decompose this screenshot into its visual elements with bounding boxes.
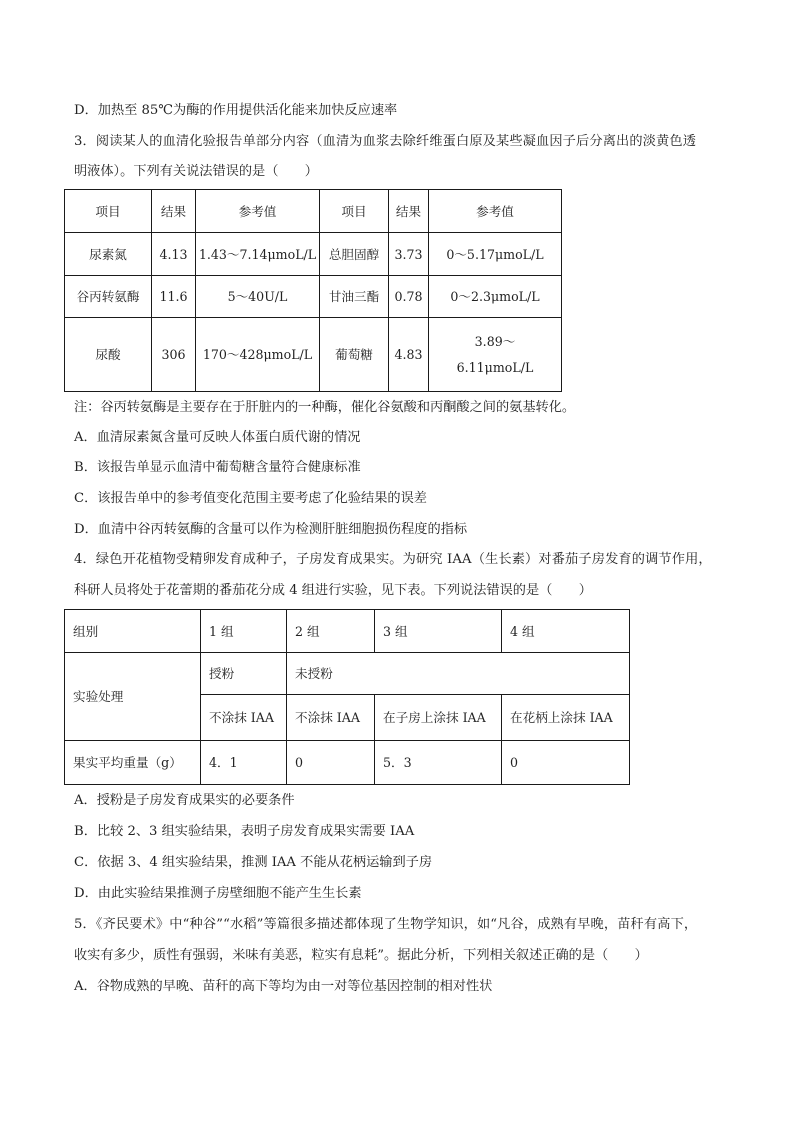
treatment-cell: 在子房上涂抹 IAA — [375, 695, 502, 741]
group-cell: 1 组 — [201, 610, 287, 653]
table-cell: 尿素氮 — [65, 233, 152, 276]
table-cell: 0～2.3μmoL/L — [429, 276, 562, 318]
q4-stem-line-1: 4．绿色开花植物受精卵发育成种子，子房发育成果实。为研究 IAA（生长素）对番茄子房发育的调节作用， — [74, 552, 712, 567]
table-header-row — [65, 190, 562, 233]
table-cell: 葡萄糖 — [320, 318, 389, 392]
table-cell: 11.6 — [152, 276, 196, 318]
weight-label-cell: 果实平均重量（g） — [65, 741, 201, 785]
iaa-experiment-table — [64, 609, 630, 785]
table-cell: 5～40U/L — [196, 276, 320, 318]
q4-option-a: A．授粉是子房发育成果实的必要条件 — [74, 793, 295, 808]
q4-option-d: D．由此实验结果推测子房壁细胞不能产生生长素 — [74, 886, 362, 901]
table-cell: 306 — [152, 318, 196, 392]
table-cell: 尿酸 — [65, 318, 152, 392]
table-cell: 谷丙转氨酶 — [65, 276, 152, 318]
header-cell: 结果 — [152, 190, 196, 233]
table-cell: 0～5.17μmoL/L — [429, 233, 562, 276]
table-cell: 1.43～7.14μmoL/L — [196, 233, 320, 276]
treatment-cell: 不涂抹 IAA — [201, 695, 287, 741]
table-row — [65, 653, 630, 695]
treatment-cell: 在花柄上涂抹 IAA — [502, 695, 630, 741]
q3-note: 注：谷丙转氨酶是主要存在于肝脏内的一种酶，催化谷氨酸和丙酮酸之间的氨基转化。 — [74, 400, 576, 415]
table-header-row — [65, 610, 630, 653]
table-cell: 4.83 — [389, 318, 429, 392]
blood-test-table — [64, 189, 562, 392]
q3-option-c: C．该报告单中的参考值变化范围主要考虑了化验结果的误差 — [74, 491, 427, 506]
pollinated-cell: 授粉 — [201, 653, 287, 695]
group-cell: 2 组 — [287, 610, 375, 653]
treatment-label-cell: 实验处理 — [65, 653, 201, 741]
header-cell: 参考值 — [196, 190, 320, 233]
table-row — [65, 233, 562, 276]
header-cell: 参考值 — [429, 190, 562, 233]
unpollinated-cell: 未授粉 — [287, 653, 630, 695]
q3-option-d: D．血清中谷丙转氨酶的含量可以作为检测肝脏细胞损伤程度的指标 — [74, 522, 468, 537]
table-cell: 甘油三酯 — [320, 276, 389, 318]
q5-stem-line-1: 5．《齐民要术》中“种谷”“水稻”等篇很多描述都体现了生物学知识，如“凡谷，成熟有早晚，苗秆有高下， — [74, 917, 698, 932]
weight-cell: 0 — [502, 741, 630, 785]
table-cell: 170～428μmoL/L — [196, 318, 320, 392]
header-cell: 项目 — [320, 190, 389, 233]
header-cell: 结果 — [389, 190, 429, 233]
q4-option-c: C．依据 3、4 组实验结果，推测 IAA 不能从花柄运输到子房 — [74, 855, 433, 870]
treatment-cell: 不涂抹 IAA — [287, 695, 375, 741]
weight-cell: 0 — [287, 741, 375, 785]
q4-option-b: B．比较 2、3 组实验结果，表明子房发育成果实需要 IAA — [74, 824, 415, 839]
q5-option-a: A．谷物成熟的早晚、苗秆的高下等均为由一对等位基因控制的相对性状 — [74, 979, 493, 994]
table-cell: 0.78 — [389, 276, 429, 318]
weight-cell: 4．1 — [201, 741, 287, 785]
q2-option-d: D．加热至 85℃为酶的作用提供活化能来加快反应速率 — [74, 103, 398, 118]
group-cell: 4 组 — [502, 610, 630, 653]
table-row — [65, 276, 562, 318]
q5-stem-line-2: 收实有多少，质性有强弱，米味有美恶，粒实有息耗”。据此分析，下列相关叙述正确的是（ ） — [74, 948, 648, 963]
q3-stem-line-1: 3．阅读某人的血清化验报告单部分内容（血清为血浆去除纤维蛋白原及某些凝血因子后分离出的淡黄色透 — [74, 134, 697, 149]
table-row — [65, 741, 630, 785]
q3-option-a: A．血清尿素氮含量可反映人体蛋白质代谢的情况 — [74, 430, 361, 445]
table-row — [65, 318, 562, 392]
q4-stem-line-2: 科研人员将处于花蕾期的番茄花分成 4 组进行实验，见下表。下列说法错误的是（ ） — [74, 583, 592, 598]
table-cell: 3.89～ 6.11μmoL/L — [429, 318, 562, 392]
q3-stem-line-2: 明液体）。下列有关说法错误的是（ ） — [74, 164, 318, 179]
group-label-cell: 组别 — [65, 610, 201, 653]
group-cell: 3 组 — [375, 610, 502, 653]
table-cell: 3.73 — [389, 233, 429, 276]
weight-cell: 5．3 — [375, 741, 502, 785]
table-cell: 总胆固醇 — [320, 233, 389, 276]
header-cell: 项目 — [65, 190, 152, 233]
table-cell: 4.13 — [152, 233, 196, 276]
q3-option-b: B．该报告单显示血清中葡萄糖含量符合健康标准 — [74, 460, 361, 475]
